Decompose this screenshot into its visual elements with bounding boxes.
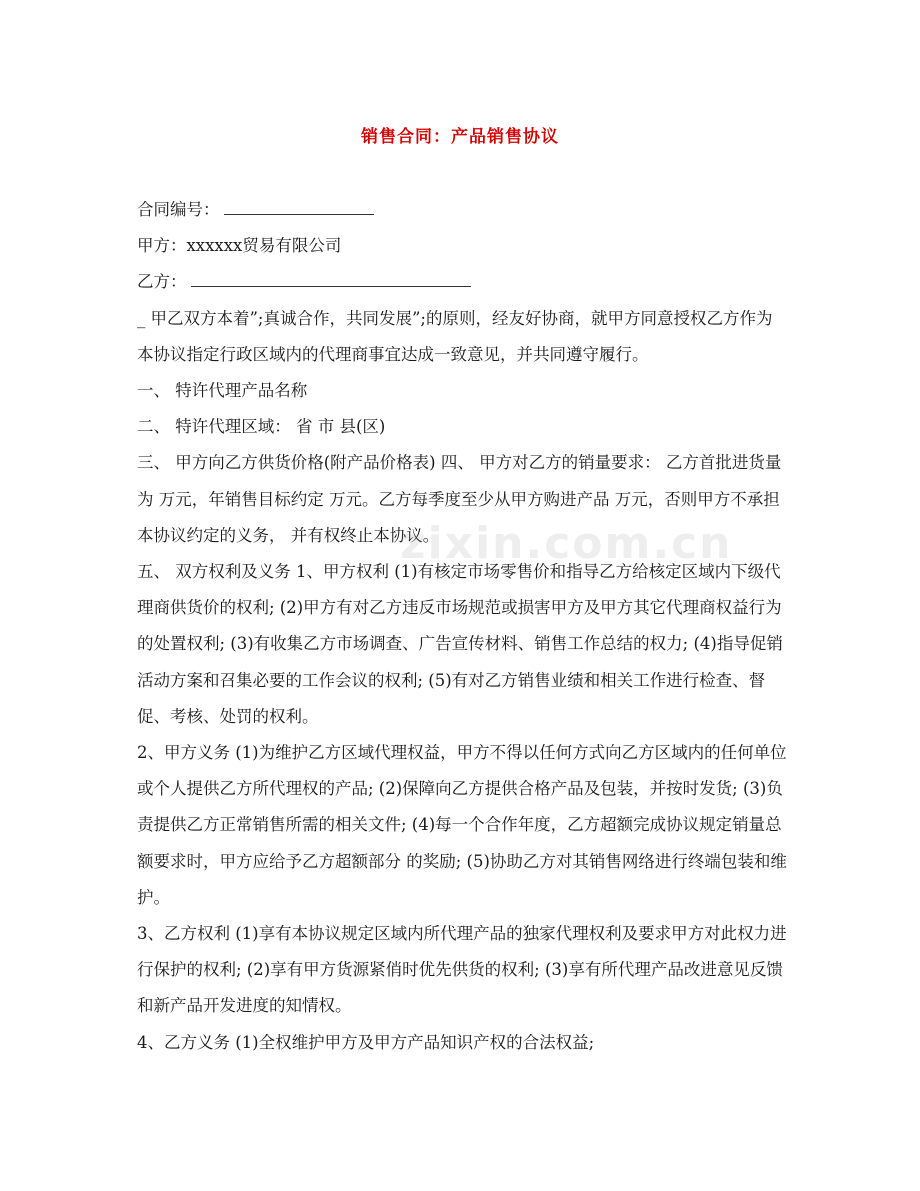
clause-3-4: 三、 甲方向乙方供货价格(附产品价格表) 四、 甲方对乙方的销量要求： 乙方首批进货量为 万元，年销售目标约定 万元。乙方每季度至少从甲方购进产品 万元，否则甲方不承担本协议约定的义务， 并有权终止本协议。 (137, 453, 782, 545)
document-body (137, 192, 787, 1061)
party-b-label: 乙方： (137, 272, 187, 292)
document-title: 销售合同：产品销售协议 (361, 127, 559, 147)
clause-2: 二、 特许代理区域： 省 市 县(区) (137, 417, 386, 437)
clause-5-3: 3、乙方权利 (1)享有本协议规定区域内所代理产品的独家代理权利及要求甲方对此权力进行保护的权利; (2)享有甲方货源紧俏时优先供货的权利; (3)享有所代理产品改进意见反馈和新产品开发进度的知情权。 (137, 924, 787, 1016)
clause-5-4: 4、乙方义务 (1)全权维护甲方及甲方产品知识产权的合法权益; (137, 1032, 595, 1052)
watermark: zixin.com.cn (400, 518, 733, 569)
party-b-blank (191, 270, 471, 287)
party-a-line: 甲方：xxxxxx贸易有限公司 (137, 236, 342, 256)
party-b-line (137, 264, 787, 300)
clause-5-2: 2、甲方义务 (1)为维护乙方区域代理权益，甲方不得以任何方式向乙方区域内的任何单位或个人提供乙方所代理权的产品; (2)保障向乙方提供合格产品及包装，并按时发货; (3)负责提供乙方正常销售所需的相关文件; (4)每一个合作年度，乙方超额完成协议规定销量总额要求时，甲方应给予乙方超额部分 的奖励; (5)协助乙方对其销售网络进行终端包装和维护。 (137, 743, 787, 907)
clause-5: 五、 双方权利及义务 1、甲方权利 (1)有核定市场零售价和指导乙方给核定区域内下级代理商供货价的权利; (2)甲方有对乙方违反市场规范或损害甲方及甲方其它代理商权益行为的处置权利; (3)有收集乙方市场调查、广告宣传材料、销售工作总结的权力; (4)指导促销活动方案和召集必要的工作会议的权利; (5)有对乙方销售业绩和相关工作进行检查、督促、考核、处罚的权利。 (137, 562, 783, 726)
contract-number-line (137, 192, 787, 228)
clause-1: 一、 特许代理产品名称 (137, 381, 308, 401)
contract-number-label: 合同编号： (137, 200, 220, 219)
contract-number-blank (224, 198, 374, 215)
intro-paragraph: _ 甲乙双方本着”;真诚合作，共同发展”;的原则，经友好协商，就甲方同意授权乙方作为本协议指定行政区域内的代理商事宜达成一致意见，并共同遵守履行。 (137, 308, 773, 364)
